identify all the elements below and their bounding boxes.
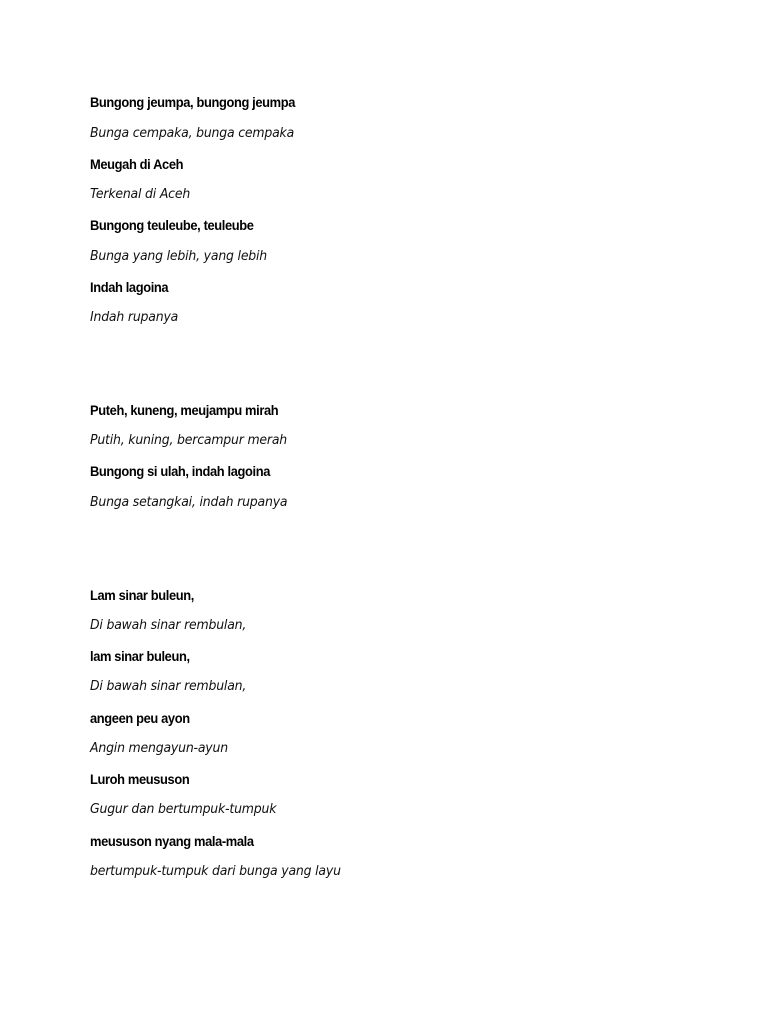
translation-line: Gugur dan bertumpuk-tumpuk (90, 802, 277, 817)
lyric-line: Bungong teuleube, teuleube (90, 217, 254, 233)
lyric-line: Indah lagoina (90, 279, 169, 295)
translation-line: Indah rupanya (90, 310, 179, 325)
translation-line: Bunga cempaka, bunga cempaka (90, 126, 295, 141)
lyric-line: Luroh meususon (90, 771, 190, 787)
lyric-line: Puteh, kuneng, meujampu mirah (90, 402, 279, 418)
translation-line: Bunga yang lebih, yang lebih (90, 249, 268, 264)
translation-line: Angin mengayun-ayun (90, 741, 228, 756)
translation-line: Putih, kuning, bercampur merah (90, 433, 288, 448)
lyric-line: Lam sinar buleun, (90, 587, 194, 603)
translation-line: Bunga setangkai, indah rupanya (90, 495, 288, 510)
translation-line: Terkenal di Aceh (90, 187, 191, 202)
lyric-line: Meugah di Aceh (90, 156, 184, 172)
translation-line: bertumpuk-tumpuk dari bunga yang layu (90, 864, 341, 879)
lyric-line: Bungong jeumpa, bungong jeumpa (90, 94, 296, 110)
translation-line: Di bawah sinar rembulan, (90, 618, 247, 633)
translation-line: Di bawah sinar rembulan, (90, 679, 247, 694)
lyric-line: lam sinar buleun, (90, 648, 190, 664)
lyric-line: angeen peu ayon (90, 710, 190, 726)
lyric-line: meususon nyang mala-mala (90, 833, 254, 849)
lyric-line: Bungong si ulah, indah lagoina (90, 463, 271, 479)
